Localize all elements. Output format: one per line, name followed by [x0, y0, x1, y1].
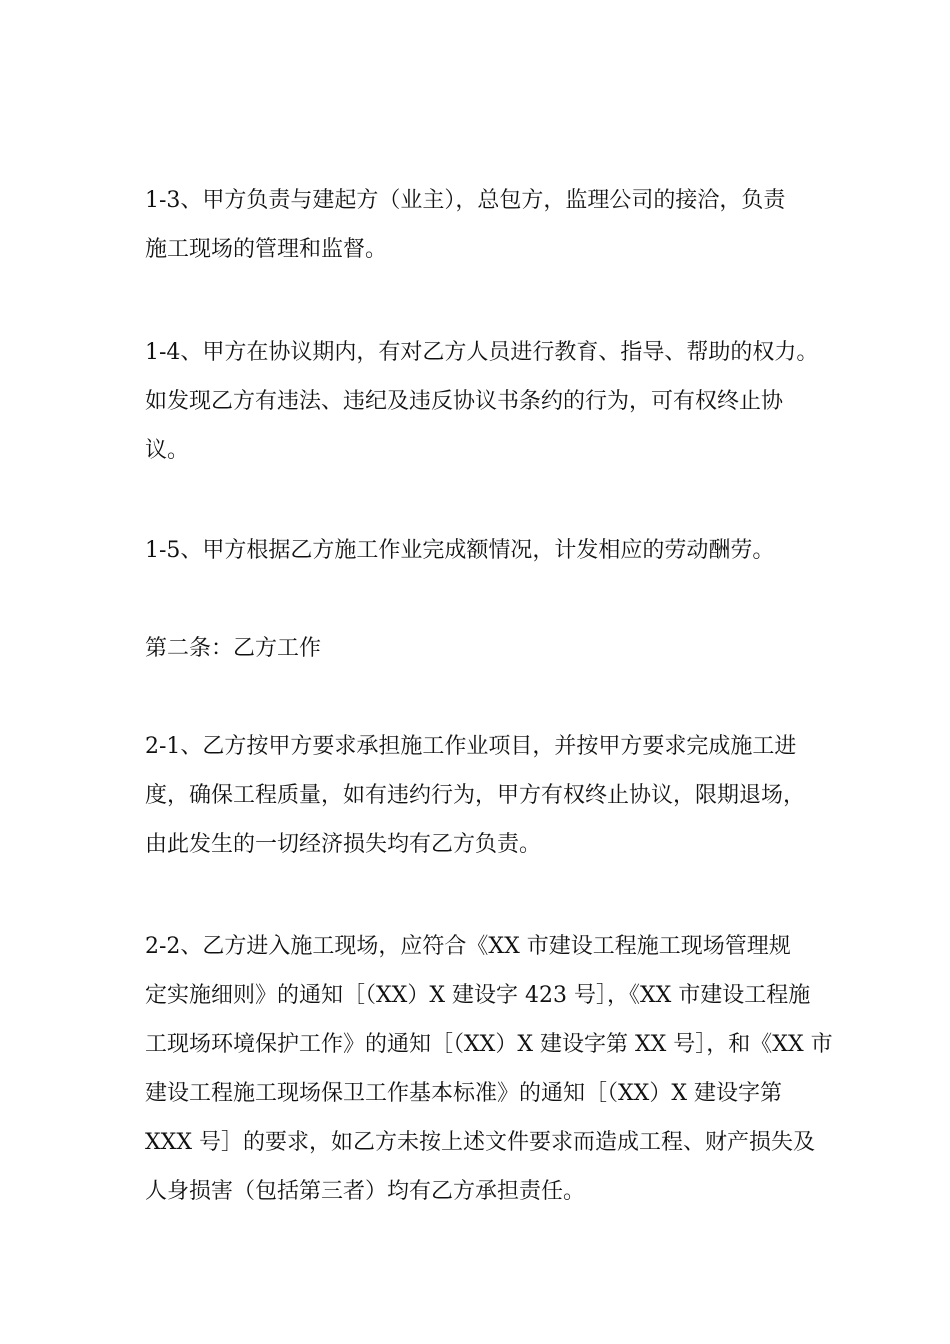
text-line: 度，确保工程质量，如有违约行为，甲方有权终止协议，限期退场，	[145, 783, 806, 808]
text-line: 建设工程施工现场保卫工作基本标准》的通知［（XX）X 建设字第	[145, 1081, 782, 1106]
clause-2-1	[145, 722, 805, 869]
text-line: 施工现场的管理和监督。	[145, 237, 388, 262]
text-line: 2-2、乙方进入施工现场，应符合《XX 市建设工程施工现场管理规	[145, 934, 791, 959]
text-line: 工现场环境保护工作》的通知［（XX）X 建设字第 XX 号］，和《XX 市	[145, 1032, 833, 1057]
clause-1-4	[145, 328, 818, 475]
text-line: 2-1、乙方按甲方要求承担施工作业项目，并按甲方要求完成施工进	[145, 734, 797, 759]
text-line: 由此发生的一切经济损失均有乙方负责。	[145, 832, 542, 857]
text-line: 定实施细则》的通知［（XX）X 建设字 423 号］，《XX 市建设工程施	[145, 983, 811, 1008]
section-heading: 第二条：乙方工作	[145, 636, 322, 661]
clause-1-3	[145, 176, 785, 274]
text-line: 议。	[145, 438, 190, 463]
article-2-heading	[145, 624, 321, 673]
text-line: 人身损害（包括第三者）均有乙方承担责任。	[145, 1179, 586, 1204]
text-line: XXX 号］的要求，如乙方未按上述文件要求而造成工程、财产损失及	[145, 1130, 815, 1155]
text-line: 1-5、甲方根据乙方施工作业完成额情况，计发相应的劳动酬劳。	[145, 538, 775, 563]
clause-2-2	[145, 922, 833, 1216]
text-line: 1-3、甲方负责与建起方（业主），总包方，监理公司的接洽，负责	[145, 188, 786, 213]
clause-1-5	[145, 526, 774, 575]
text-line: 1-4、甲方在协议期内，有对乙方人员进行教育、指导、帮助的权力。	[145, 340, 819, 365]
text-line: 如发现乙方有违法、违纪及违反协议书条约的行为，可有权终止协	[145, 389, 784, 414]
